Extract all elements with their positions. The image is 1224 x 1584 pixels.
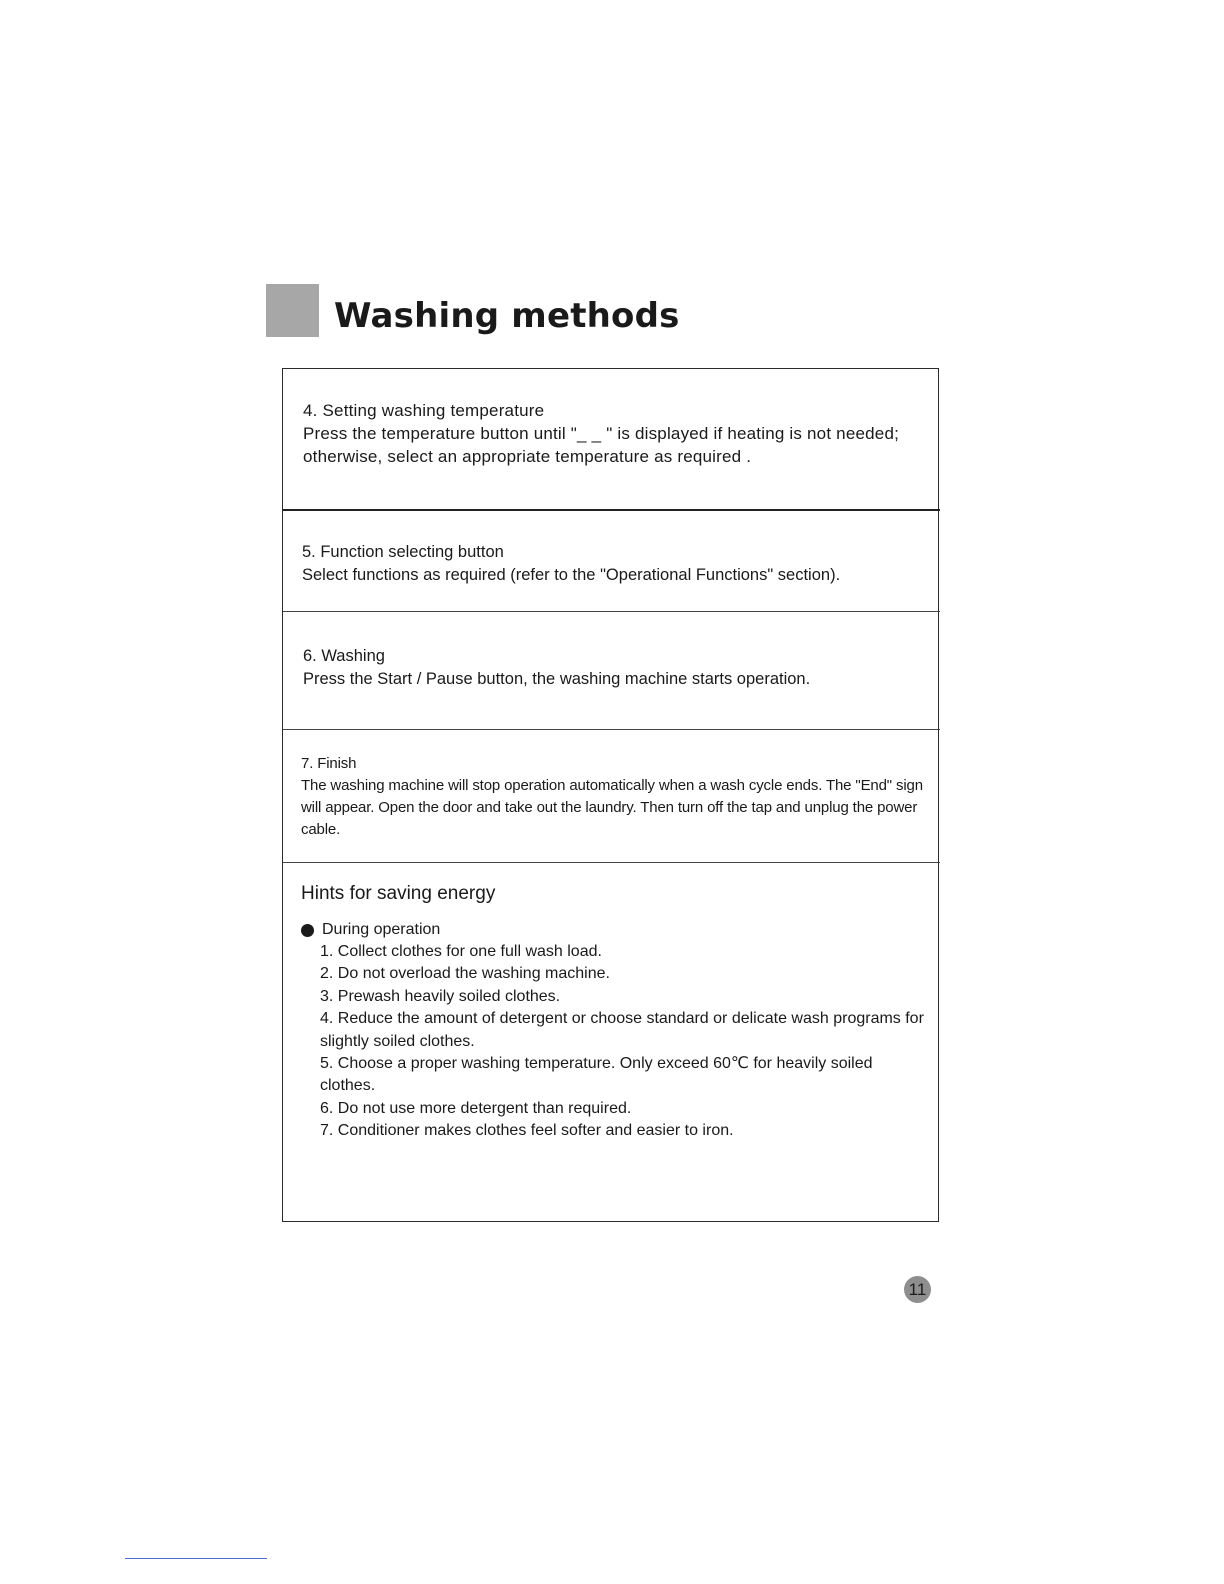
list-item: 6. Do not use more detergent than required. — [320, 1099, 632, 1117]
step-body: Press the Start / Pause button, the washing machine starts operation. — [303, 670, 811, 688]
bullet-icon — [301, 924, 314, 937]
section-function-button — [302, 541, 938, 587]
section-finish — [301, 753, 938, 841]
hints-title: Hints for saving energy — [301, 883, 496, 904]
hints-subheading — [301, 919, 928, 941]
list-item: 5. Choose a proper washing temperature. Only exceed 60℃ for heavily soiled clothes. — [320, 1055, 873, 1095]
content-box — [282, 368, 939, 1222]
section-divider — [283, 509, 940, 511]
step-body: Select functions as required (refer to the "Operational Functions" section). — [302, 566, 841, 584]
section-divider — [283, 729, 940, 730]
list-item: 2. Do not overload the washing machine. — [320, 965, 610, 983]
section-setting-temperature — [303, 399, 938, 468]
hints-subheading-text: During operation — [322, 921, 441, 938]
list-item: 7. Conditioner makes clothes feel softer and easier to iron. — [320, 1122, 734, 1140]
list-item: 4. Reduce the amount of detergent or choose standard or delicate wash programs for slightly soiled clothes. — [320, 1010, 924, 1050]
section-divider — [283, 862, 940, 863]
list-item: 3. Prewash heavily soiled clothes. — [320, 987, 561, 1005]
step-title: 4. Setting washing temperature — [303, 401, 545, 420]
page-title: Washing methods — [334, 296, 680, 336]
footer-rule — [125, 1558, 267, 1559]
section-washing — [303, 645, 938, 691]
section-energy-hints — [301, 881, 928, 1143]
list-item: 1. Collect clothes for one full wash load. — [320, 943, 602, 960]
step-title: 7. Finish — [301, 755, 357, 772]
step-title: 5. Function selecting button — [302, 543, 504, 561]
step-body: The washing machine will stop operation automatically when a wash cycle ends. The "End" sign will appear. Open the door and take out the laundry. Then turn off the tap and unplug the power cable. — [301, 777, 923, 838]
step-body: Press the temperature button until "_ _ " is displayed if heating is not needed; otherwise, select an appropriate temperature as required . — [303, 424, 900, 466]
step-title: 6. Washing — [303, 647, 385, 665]
section-divider — [283, 611, 940, 612]
header-square-icon — [266, 284, 319, 337]
hint-list — [301, 941, 928, 1143]
page-number-badge: 11 — [904, 1276, 931, 1303]
